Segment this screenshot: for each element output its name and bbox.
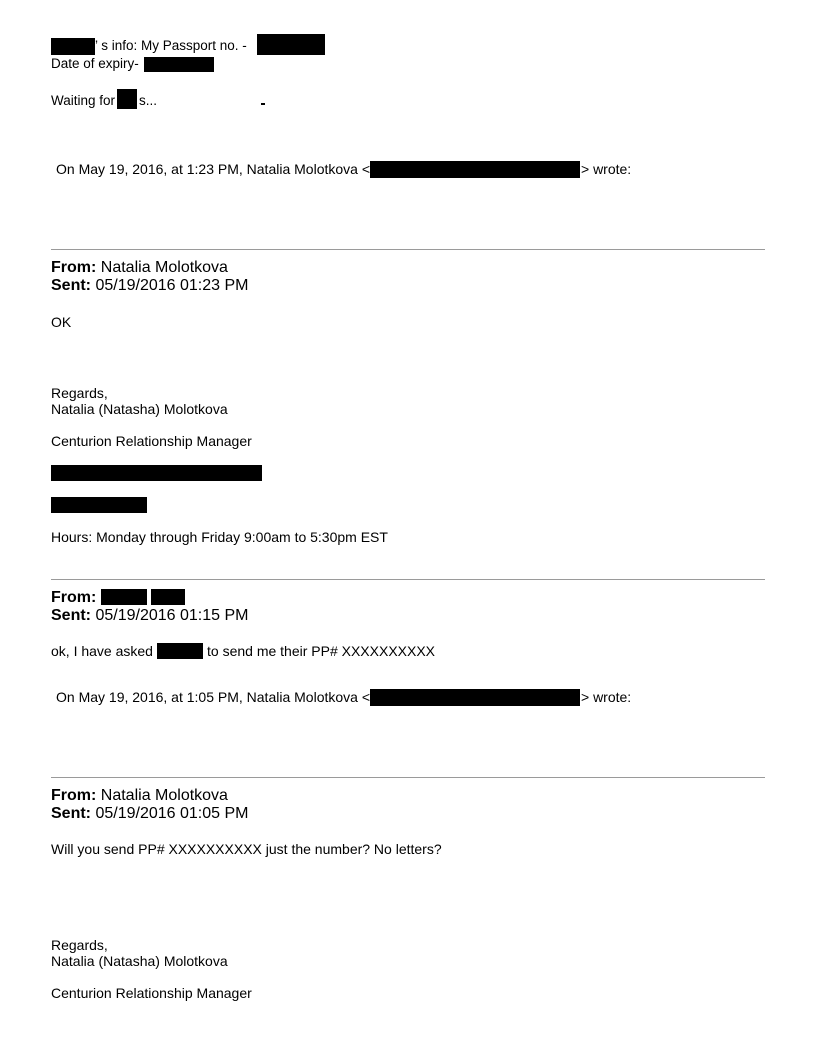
sent-value: 05/19/2016 01:15 PM bbox=[95, 607, 249, 624]
redaction-box bbox=[117, 89, 137, 109]
sent-line bbox=[51, 805, 248, 823]
email-body-suffix: to send me their PP# XXXXXXXXXX bbox=[207, 643, 436, 659]
from-line bbox=[51, 589, 96, 607]
regards-text: Regards, bbox=[51, 385, 108, 401]
signature-title: Centurion Relationship Manager bbox=[51, 985, 252, 1001]
sent-label: Sent: bbox=[51, 277, 91, 294]
from-value: Natalia Molotkova bbox=[100, 259, 228, 276]
redaction-box bbox=[51, 497, 147, 513]
waiting-prefix: Waiting for bbox=[51, 93, 116, 108]
sent-label: Sent: bbox=[51, 607, 91, 624]
from-line bbox=[51, 259, 228, 277]
expiry-label: Date of expiry- bbox=[51, 56, 139, 71]
redaction-box bbox=[51, 465, 262, 481]
redaction-box bbox=[144, 57, 214, 72]
email-body: Will you send PP# XXXXXXXXXX just the number? No letters? bbox=[51, 841, 442, 857]
from-label: From: bbox=[51, 787, 97, 804]
redaction-box bbox=[370, 689, 580, 706]
passport-info-text: ’ s info: My Passport no. - bbox=[95, 38, 247, 53]
signature-name: Natalia (Natasha) Molotkova bbox=[51, 401, 228, 417]
wrote-line-prefix: On May 19, 2016, at 1:23 PM, Natalia Molotkova < bbox=[56, 161, 371, 177]
signature-name: Natalia (Natasha) Molotkova bbox=[51, 953, 228, 969]
email-body: OK bbox=[51, 314, 72, 330]
wrote-line-prefix: On May 19, 2016, at 1:05 PM, Natalia Molotkova < bbox=[56, 689, 371, 705]
redaction-box bbox=[257, 34, 325, 55]
wrote-line-suffix: > wrote: bbox=[581, 689, 632, 705]
sent-line bbox=[51, 277, 248, 295]
email-divider bbox=[51, 249, 765, 250]
stray-dash-mark bbox=[261, 103, 265, 105]
from-line bbox=[51, 787, 228, 805]
redaction-box bbox=[51, 38, 95, 55]
sent-line bbox=[51, 607, 248, 625]
waiting-suffix: s... bbox=[139, 93, 158, 108]
sent-value: 05/19/2016 01:23 PM bbox=[95, 277, 249, 294]
email-divider bbox=[51, 777, 765, 778]
wrote-line-suffix: > wrote: bbox=[581, 161, 632, 177]
from-value: Natalia Molotkova bbox=[100, 787, 228, 804]
from-label: From: bbox=[51, 589, 97, 606]
redaction-box bbox=[157, 643, 203, 659]
sent-value: 05/19/2016 01:05 PM bbox=[95, 805, 249, 822]
email-divider bbox=[51, 579, 765, 580]
redaction-box bbox=[101, 589, 147, 605]
regards-text: Regards, bbox=[51, 937, 108, 953]
redaction-box bbox=[370, 161, 580, 178]
sent-label: Sent: bbox=[51, 805, 91, 822]
email-body-prefix: ok, I have asked bbox=[51, 643, 153, 659]
signature-title: Centurion Relationship Manager bbox=[51, 433, 252, 449]
from-label: From: bbox=[51, 259, 97, 276]
hours-text: Hours: Monday through Friday 9:00am to 5:30pm EST bbox=[51, 529, 388, 545]
redaction-box bbox=[151, 589, 185, 605]
